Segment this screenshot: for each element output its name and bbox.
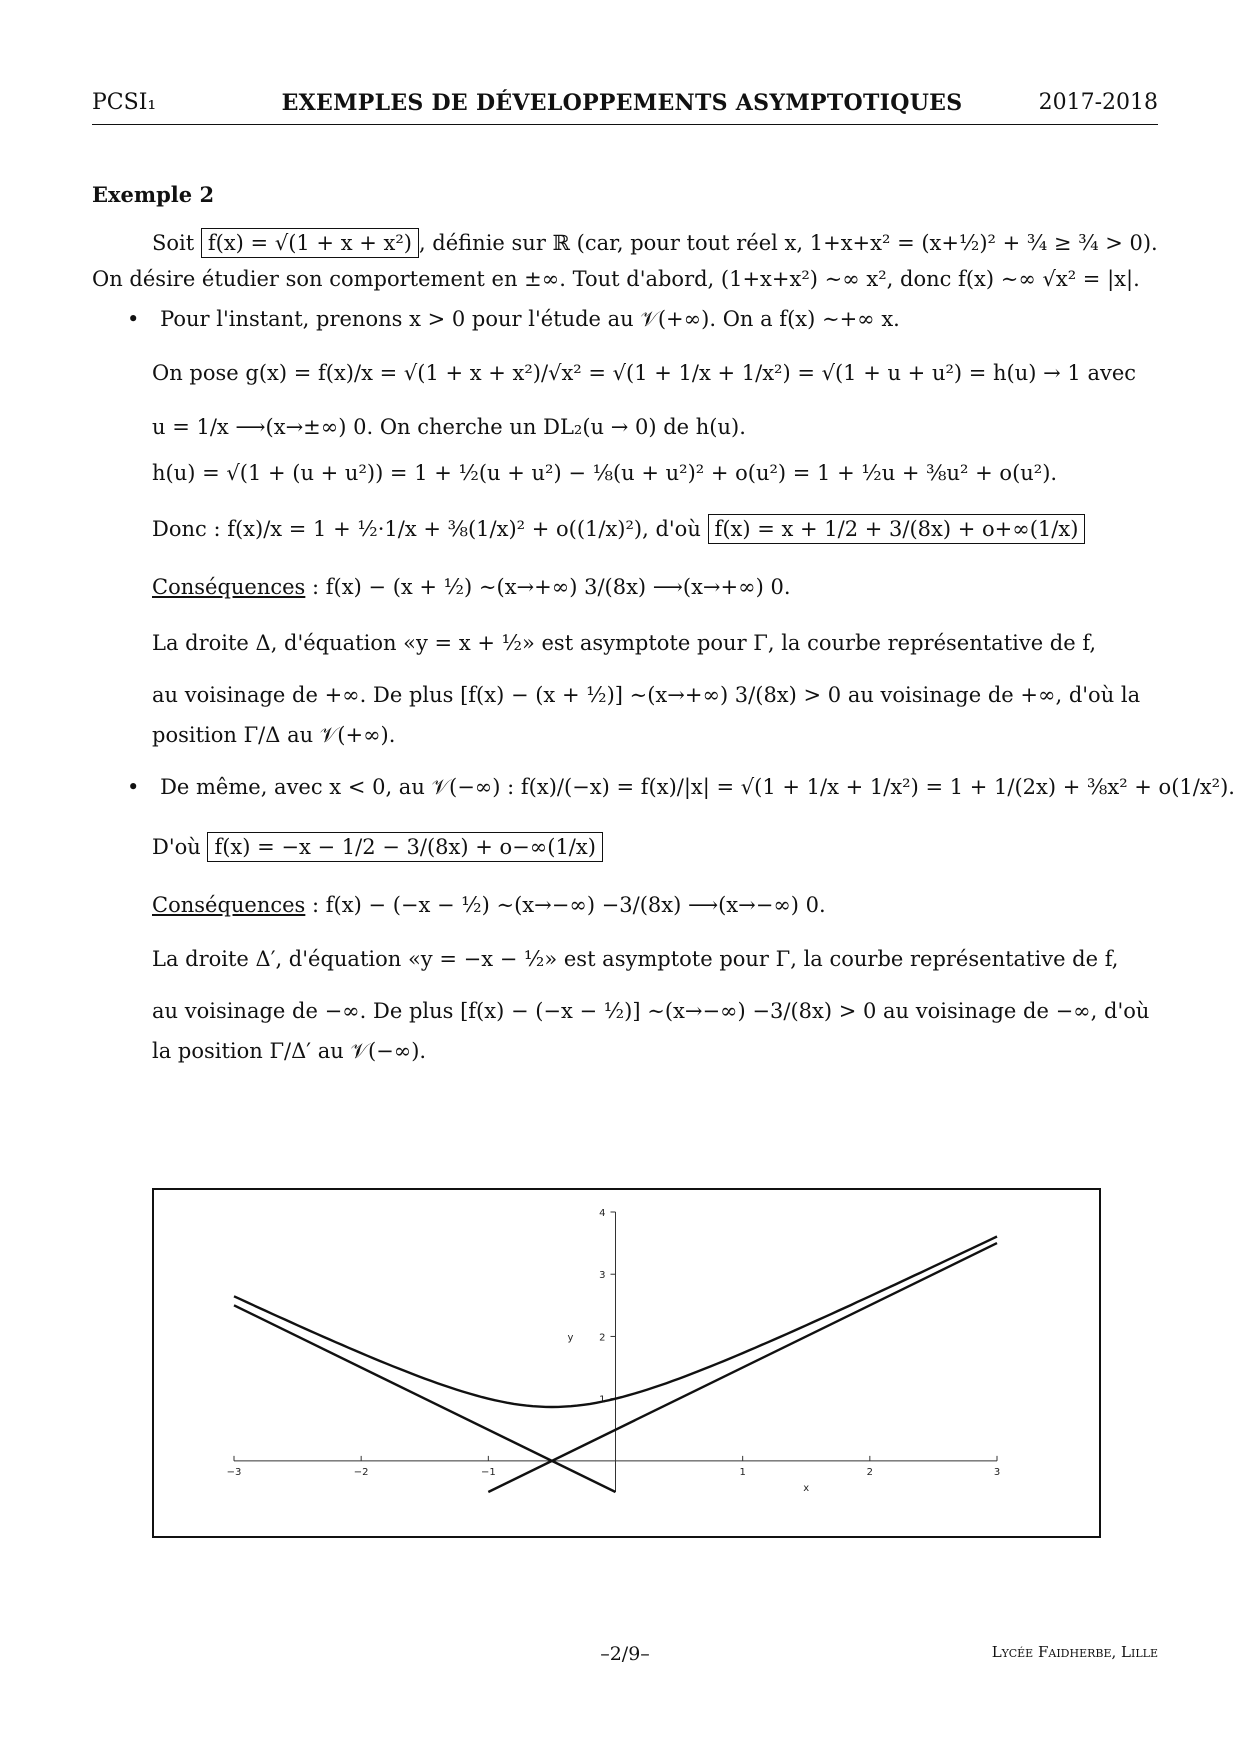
line-position-end-minus: la position Γ/Δ′ au 𝒱(−∞). (152, 1039, 427, 1063)
text: D'où (152, 835, 201, 859)
header-year: 2017-2018 (1038, 90, 1158, 115)
consequences-label: Conséquences (152, 575, 306, 599)
footer-school: Lycée Faidherbe, Lille (991, 1643, 1158, 1661)
line-donc (152, 514, 1085, 544)
x-tick-label: −3 (226, 1466, 242, 1478)
section-title: Exemple 2 (92, 182, 215, 207)
header-class: PCSI₁ (92, 90, 157, 115)
line-consequences-minus (152, 890, 826, 920)
x-tick-label: 3 (993, 1466, 1001, 1478)
line-equivalent: On désire étudier son comportement en ±∞. Tout d'abord, (1+x+x²) ∼∞ x², donc f(x) ∼∞ √x² = |x|. (92, 267, 1140, 291)
boxed-result-minus: f(x) = −x − 1/2 − 3/(8x) + o−∞(1/x) (207, 832, 602, 862)
plot-frame (152, 1188, 1101, 1538)
header-title: EXEMPLES DE DÉVELOPPEMENTS ASYMPTOTIQUES (281, 90, 963, 116)
line-position-end-plus: position Γ/Δ au 𝒱(+∞). (152, 723, 396, 747)
page-header (92, 90, 1158, 125)
consequences-label: Conséquences (152, 893, 306, 917)
y-tick-label: 4 (599, 1208, 606, 1219)
line-definition (152, 228, 1158, 258)
bullet-icon: • (127, 775, 140, 799)
y-axis-label: y (567, 1332, 574, 1344)
text: Soit (152, 231, 195, 255)
text: : f(x) − (x + ½) ∼(x→+∞) 3/(8x) ⟶(x→+∞) 0. (305, 575, 791, 599)
bullet-minus-infinity (127, 772, 1235, 802)
function-plot (154, 1190, 1099, 1536)
text: Donc : f(x)/x = 1 + ½·1/x + ⅜(1/x)² + o((1/x)²), d'où (152, 517, 701, 541)
y-tick-label: 3 (599, 1270, 606, 1282)
line-asymptote-minus: La droite Δ′, d'équation «y = −x − ½» est asymptote pour Γ, la courbe représentative de f, (152, 947, 1119, 971)
x-tick-label: −1 (480, 1466, 496, 1478)
line-u: u = 1/x ⟶(x→±∞) 0. On cherche un DL₂(u → 0) de h(u). (152, 415, 746, 439)
series-line-3 (234, 1305, 616, 1492)
boxed-formula: f(x) = √(1 + x + x²) (201, 228, 419, 258)
line-h: h(u) = √(1 + (u + u²)) = 1 + ½(u + u²) − ⅛(u + u²)² + o(u²) = 1 + ½u + ⅜u² + o(u²). (152, 461, 1058, 485)
y-tick-label: 2 (599, 1332, 606, 1344)
x-tick-label: 1 (739, 1466, 746, 1478)
page-number: –2/9– (600, 1643, 650, 1665)
text: : f(x) − (−x − ½) ∼(x→−∞) −3/(8x) ⟶(x→−∞) 0. (305, 893, 826, 917)
line-position-plus: au voisinage de +∞. De plus [f(x) − (x + ½)] ∼(x→+∞) 3/(8x) > 0 au voisinage de +∞, d'où la (152, 683, 1141, 707)
x-tick-label: −2 (353, 1466, 369, 1478)
text: , définie sur ℝ (car, pour tout réel x, 1+x+x² = (x+½)² + ¾ ≥ ¾ > 0). (418, 231, 1158, 255)
line-position-minus: au voisinage de −∞. De plus [f(x) − (−x − ½)] ∼(x→−∞) −3/(8x) > 0 au voisinage de −∞, d'où (152, 999, 1150, 1023)
series-line-2 (488, 1243, 997, 1492)
text: De même, avec x < 0, au 𝒱(−∞) : f(x)/(−x) = f(x)/|x| = √(1 + 1/x + 1/x²) = 1 + 1/(2x) + ⅜x² + o(1/x²). (160, 775, 1235, 799)
line-consequences-plus (152, 572, 791, 602)
bullet-plus-infinity (127, 304, 900, 334)
x-axis-label: x (803, 1482, 810, 1494)
boxed-result-plus: f(x) = x + 1/2 + 3/(8x) + o+∞(1/x) (708, 514, 1086, 544)
y-tick-label: 1 (599, 1394, 606, 1406)
line-g: On pose g(x) = f(x)/x = √(1 + x + x²)/√x² = √(1 + 1/x + 1/x²) = √(1 + u + u²) = h(u) → 1 avec (152, 361, 1137, 385)
page (92, 80, 1235, 1700)
text: Pour l'instant, prenons x > 0 pour l'étude au 𝒱(+∞). On a f(x) ∼+∞ x. (160, 307, 900, 331)
bullet-icon: • (127, 307, 140, 331)
line-asymptote-plus: La droite Δ, d'équation «y = x + ½» est asymptote pour Γ, la courbe représentative de f, (152, 631, 1097, 655)
x-tick-label: 2 (866, 1466, 874, 1478)
line-dou (152, 832, 603, 862)
